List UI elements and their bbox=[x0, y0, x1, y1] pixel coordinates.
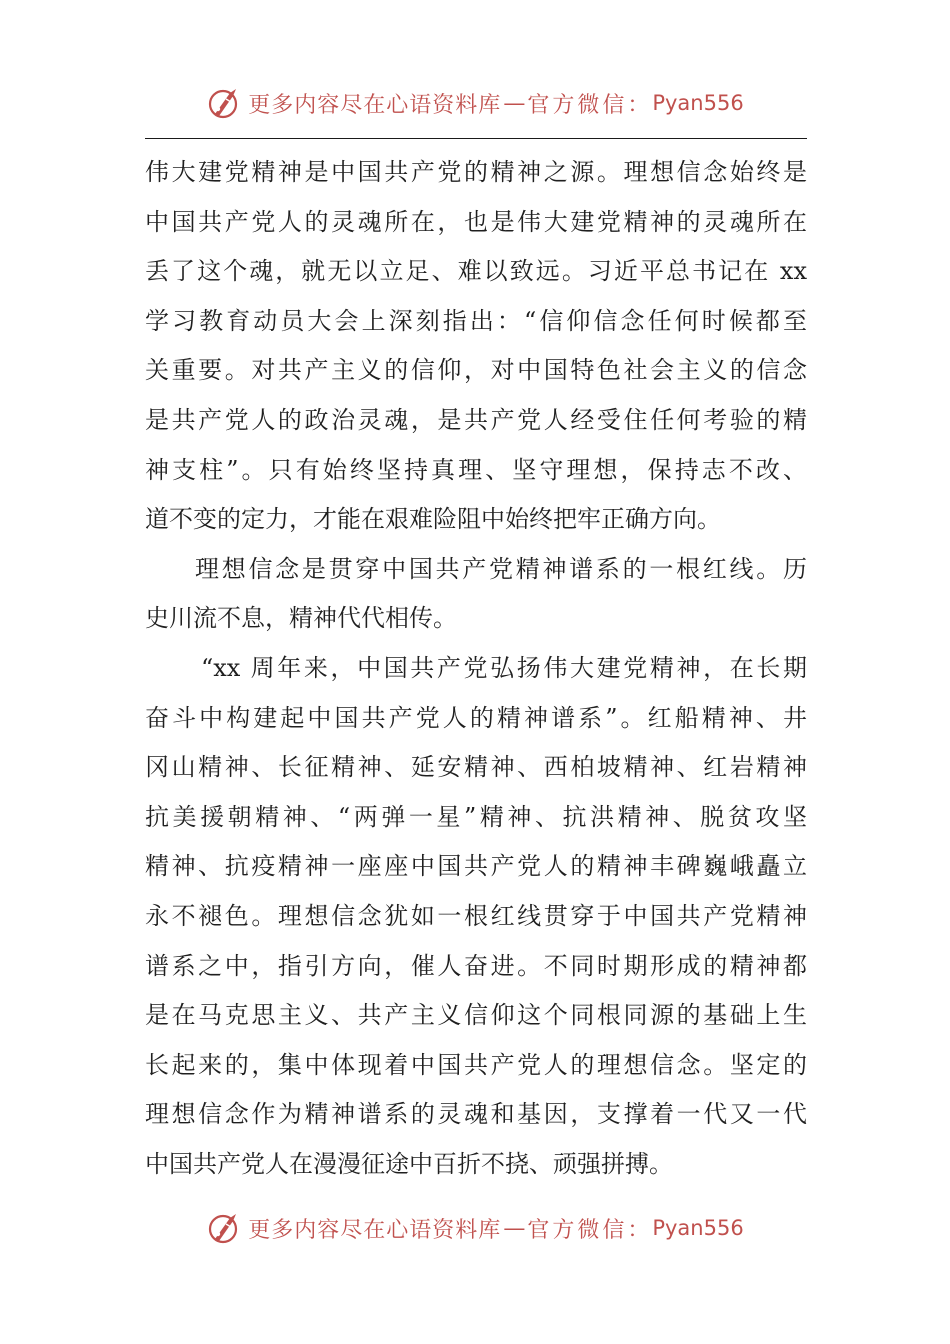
text-line: 是在马克思主义、共产主义信仰这个同根同源的基础上生 bbox=[145, 1001, 807, 1030]
text-line: “xx 周年来，中国共产党弘扬伟大建党精神，在长期 bbox=[201, 653, 807, 682]
text-line: 道不变的定力，才能在艰难险阻中始终把牢正确方向。 bbox=[145, 505, 721, 534]
text-line: 长起来的，集中体现着中国共产党人的理想信念。坚定的 bbox=[145, 1050, 807, 1079]
text-line: 学习教育动员大会上深刻指出：“信仰信念任何时候都至 bbox=[145, 306, 807, 335]
footer-wechat-id: Pyan556 bbox=[652, 1216, 744, 1240]
text-line: 谱系之中，指引方向，催人奋进。不同时期形成的精神都 bbox=[145, 951, 807, 980]
footer-banner bbox=[0, 1203, 950, 1253]
header-wechat-id: Pyan556 bbox=[652, 91, 744, 115]
pen-nib-circle-icon bbox=[206, 85, 242, 121]
text-line: 丢了这个魂，就无以立足、难以致远。习近平总书记在 xx bbox=[145, 257, 807, 286]
text-line: 伟大建党精神是中国共产党的精神之源。理想信念始终是 bbox=[145, 158, 807, 186]
text-line: 奋斗中构建起中国共产党人的精神谱系”。红船精神、井 bbox=[145, 703, 807, 732]
text-line: 理想信念作为精神谱系的灵魂和基因，支撑着一代又一代 bbox=[145, 1100, 807, 1129]
header-wechat-label: 官方微信： bbox=[527, 92, 653, 118]
text-line: 中国共产党人的灵魂所在，也是伟大建党精神的灵魂所在 bbox=[145, 207, 807, 236]
text-line: 关重要。对共产主义的信仰，对中国特色社会主义的信念 bbox=[145, 356, 807, 385]
text-line: 史川流不息，精神代代相传。 bbox=[145, 604, 457, 633]
footer-site-name: 更多内容尽在心语资料库 bbox=[248, 1217, 502, 1243]
header-banner bbox=[0, 78, 950, 128]
text-line: 永不褪色。理想信念犹如一根红线贯穿于中国共产党精神 bbox=[145, 901, 807, 930]
header-dash: — bbox=[503, 90, 526, 116]
text-line: 抗美援朝精神、“两弹一星”精神、抗洪精神、脱贫攻坚 bbox=[145, 802, 807, 831]
text-line: 冈山精神、长征精神、延安精神、西柏坡精神、红岩精神 bbox=[145, 753, 807, 782]
text-line: 中国共产党人在漫漫征途中百折不挠、顽强拼搏。 bbox=[145, 1149, 673, 1178]
footer-wechat-label: 官方微信： bbox=[527, 1217, 653, 1243]
text-line: 是共产党人的政治灵魂，是共产党人经受住任何考验的精 bbox=[145, 405, 807, 434]
header-rule bbox=[145, 138, 807, 139]
document-body bbox=[145, 148, 807, 1189]
text-line: 精神、抗疫精神一座座中国共产党人的精神丰碑巍峨矗立 bbox=[145, 852, 807, 881]
text-line: 神支柱”。只有始终坚持真理、坚守理想，保持志不改、 bbox=[145, 455, 807, 484]
pen-nib-circle-icon bbox=[206, 1210, 242, 1246]
text-line: 理想信念是贯穿中国共产党精神谱系的一根红线。历 bbox=[195, 554, 807, 583]
header-site-name: 更多内容尽在心语资料库 bbox=[248, 92, 502, 118]
footer-dash: — bbox=[503, 1215, 526, 1241]
